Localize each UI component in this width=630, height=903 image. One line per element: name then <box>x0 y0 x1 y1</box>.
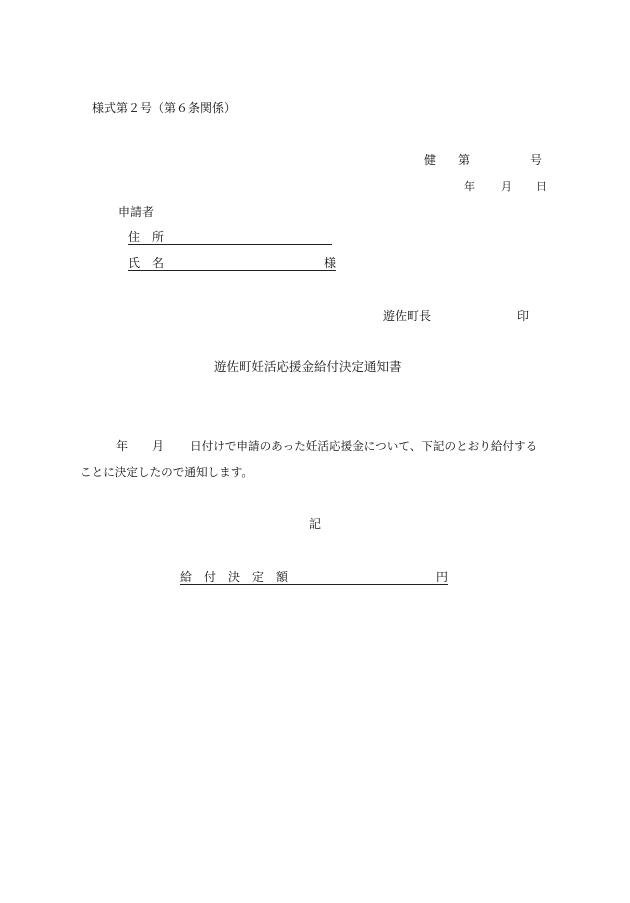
body-line-2: ことに決定したので通知します。 <box>80 465 253 479</box>
body-month: 月 <box>152 439 165 453</box>
date-month: 月 <box>501 180 512 193</box>
issuer-seal: 印 <box>517 309 530 323</box>
doc-number-go: 号 <box>530 153 543 167</box>
amount-label: 給 付 決 定 額 <box>180 570 289 584</box>
applicant-label: 申請者 <box>118 205 155 219</box>
address-line <box>128 230 332 245</box>
date-year: 年 <box>464 180 475 193</box>
body-year: 年 <box>116 439 129 453</box>
amount-unit: 円 <box>435 570 448 584</box>
issuer-title: 遊佐町長 <box>383 309 432 323</box>
address-label: 住 所 <box>128 230 165 244</box>
document-title: 遊佐町妊活応援金給付決定通知書 <box>214 359 402 374</box>
name-label: 氏 名 <box>128 256 165 270</box>
body-line-1: 日付けで申請のあった妊活応援金について、下記のとおり給付する <box>190 439 538 453</box>
ki-heading: 記 <box>309 517 322 531</box>
amount-line <box>180 570 448 585</box>
name-line <box>128 256 336 271</box>
date-day: 日 <box>536 180 547 193</box>
doc-number-dai: 第 <box>458 153 471 167</box>
form-label: 様式第２号（第６条関係） <box>92 101 237 115</box>
doc-number-prefix: 健 <box>424 153 437 167</box>
name-honorific: 様 <box>323 256 336 270</box>
